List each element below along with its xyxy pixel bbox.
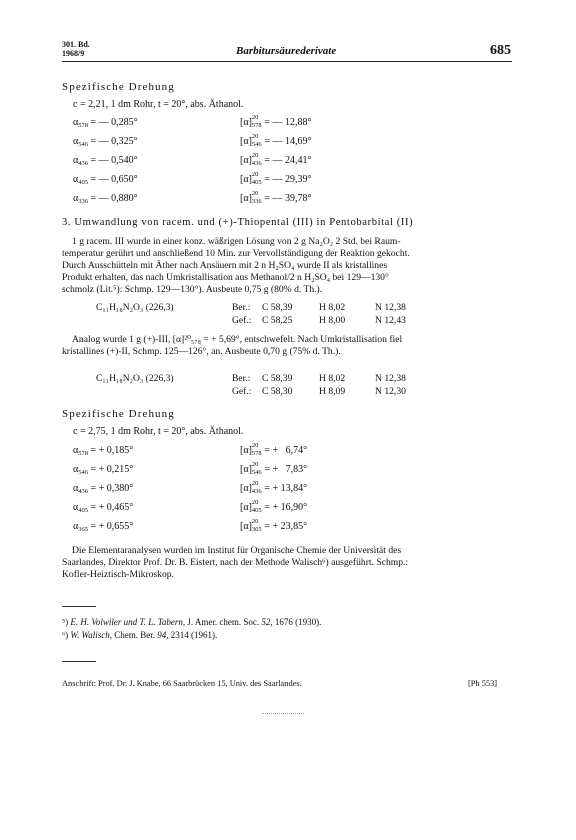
section-3-paragraph-2 xyxy=(62,334,512,358)
rot1-spec-row: [α] 20 336 = — 39,78° xyxy=(240,189,312,205)
analysis-formula: C₁₁H₁₈N₂O₃ (226,3) xyxy=(96,373,174,384)
header-volume: 301. Bd. xyxy=(62,40,90,49)
rot2-spec-row: [α] 20 546 = + 7,83° xyxy=(240,460,308,476)
analysis-gef-n: N 12,43 xyxy=(375,315,406,326)
analysis-ber-h: H 8,02 xyxy=(319,302,346,313)
analysis-gef-h: H 8,09 xyxy=(319,386,346,397)
rot1-alpha-row: $\alpha_{546}$ = — 0,325° xyxy=(73,136,138,148)
page-number: 685 xyxy=(490,43,511,58)
rotation-2-heading: Spezifische Drehung xyxy=(62,408,175,420)
author-address: Anschrift: Prof. Dr. J. Knabe, 66 Saarbrücken 15, Univ. des Saarlandes. xyxy=(62,679,302,688)
analysis-ber-label: Ber.: xyxy=(232,373,251,384)
footnote-rule xyxy=(62,606,96,607)
rot2-alpha-row: $\alpha_{405}$ = + 0,465° xyxy=(73,502,134,514)
rot1-alpha-row: $\alpha_{405}$ = — 0,650° xyxy=(73,174,138,186)
text-line: 1 g racem. III wurde in einer konz. wäßrigen Lösung von 2 g Na₂O₂ 2 Std. bei Raum- xyxy=(72,236,401,247)
rot2-alpha-row: $\alpha_{365}$ = + 0,655° xyxy=(73,521,134,533)
rotation-2-conditions: c = 2,75, 1 dm Rohr, t = 20°, abs. Äthanol. xyxy=(73,426,244,437)
footnote-end-rule xyxy=(62,661,96,662)
rot1-spec-row: [α] 20 546 = — 14,69° xyxy=(240,132,312,148)
rotation-1-heading: Spezifische Drehung xyxy=(62,81,175,93)
analysis-ber-label: Ber.: xyxy=(232,302,251,313)
rot1-alpha-row: $\alpha_{336}$ = — 0,880° xyxy=(73,193,138,205)
section-3-heading: 3. Umwandlung von racem. und (+)-Thiopental (III) in Pentobarbital (II) xyxy=(62,217,414,228)
text-line: Kofler-Heiztisch-Mikroskop. xyxy=(62,569,174,580)
analysis-formula: C₁₁H₁₈N₂O₃ (226,3) xyxy=(96,302,174,313)
header-year: 1968/9 xyxy=(62,49,85,58)
rot2-spec-row: [α] 20 365 = + 23,85° xyxy=(240,517,308,533)
scan-mark xyxy=(262,713,304,715)
text-line: kristallines (+)-II, Schmp. 125—126°, an. Ausbeute 0,70 g (75% d. Th.). xyxy=(62,346,341,357)
analysis-ber-c: C 58,39 xyxy=(262,302,293,313)
analysis-gef-n: N 12,30 xyxy=(375,386,406,397)
analysis-ber-h: H 8,02 xyxy=(319,373,346,384)
rot2-spec-row: [α] 20 436 = + 13,84° xyxy=(240,479,308,495)
analysis-gef-c: C 58,30 xyxy=(262,386,293,397)
text-line: Saarlandes, Direktor Prof. Dr. B. Eistert, nach der Methode Walisch⁶) ausgeführt. Schmp.: xyxy=(62,557,409,568)
analysis-gef-label: Gef.: xyxy=(232,315,252,326)
rot2-alpha-row: $\alpha_{578}$ = + 0,185° xyxy=(73,445,134,457)
text-line: Die Elementaranalysen wurden im Institut für Organische Chemie der Universität des xyxy=(72,545,402,556)
rot1-spec-row: [α] 20 578 = — 12,88° xyxy=(240,113,312,129)
text-line: Produkt erhalten, das nach Umkristallisation aus Methanol/2 n H₂SO₄ bei 129—130° xyxy=(62,272,389,283)
header-rule xyxy=(62,61,512,62)
rot2-alpha-row: $\alpha_{436}$ = + 0,380° xyxy=(73,483,134,495)
text-line: Durch Ausschütteln mit Äther nach Ansäuern mit 2 n H₂SO₄ wurde II als kristallines xyxy=(62,260,388,271)
footnote-5: ⁵) E. H. Volwiler und T. L. Tabern, J. Amer. chem. Soc. 52, 1676 (1930). xyxy=(62,617,322,627)
text-line: temperatur gerührt und anschließend 10 Min. zur Vervollständigung der Reaktion gekocht. xyxy=(62,248,410,259)
analysis-ber-n: N 12,38 xyxy=(375,373,406,384)
running-title: Barbitursäurederivate xyxy=(236,45,337,57)
rot1-alpha-row: $\alpha_{578}$ = — 0,285° xyxy=(73,117,138,129)
footnote-6: ⁶) W. Walisch, Chem. Ber. 94, 2314 (1961). xyxy=(62,630,218,640)
analysis-gef-c: C 58,25 xyxy=(262,315,293,326)
rot2-alpha-row: $\alpha_{546}$ = + 0,215° xyxy=(73,464,134,476)
analysis-ber-n: N 12,38 xyxy=(375,302,406,313)
analysis-gef-h: H 8,00 xyxy=(319,315,346,326)
rot1-spec-row: [α] 20 405 = — 29,39° xyxy=(240,170,312,186)
rotation-1-conditions: c = 2,21, 1 dm Rohr, t = 20°, abs. Äthanol. xyxy=(73,99,244,110)
analysis-ber-c: C 58,39 xyxy=(262,373,293,384)
text-line: schmolz (Lit.⁵): Schmp. 129—130°). Ausbeute 0,75 g (80% d. Th.). xyxy=(62,284,323,295)
rot2-spec-row: [α] 20 578 = + 6,74° xyxy=(240,441,308,457)
rot1-alpha-row: $\alpha_{436}$ = — 0,540° xyxy=(73,155,138,167)
analysis-gef-label: Gef.: xyxy=(232,386,252,397)
closing-paragraph xyxy=(62,545,512,581)
section-3-paragraph-1 xyxy=(62,236,512,296)
header-volume-block xyxy=(62,40,90,58)
ph-reference: [Ph 553] xyxy=(468,679,498,688)
rot2-spec-row: [α] 20 405 = + 16,90° xyxy=(240,498,308,514)
rot1-spec-row: [α] 20 436 = — 24,41° xyxy=(240,151,312,167)
text-line: Analog wurde 1 g (+)-III, [α]²⁰₅₇₈ = + 5,69°, entschwefelt. Nach Umkristallisation fiel xyxy=(72,334,403,345)
